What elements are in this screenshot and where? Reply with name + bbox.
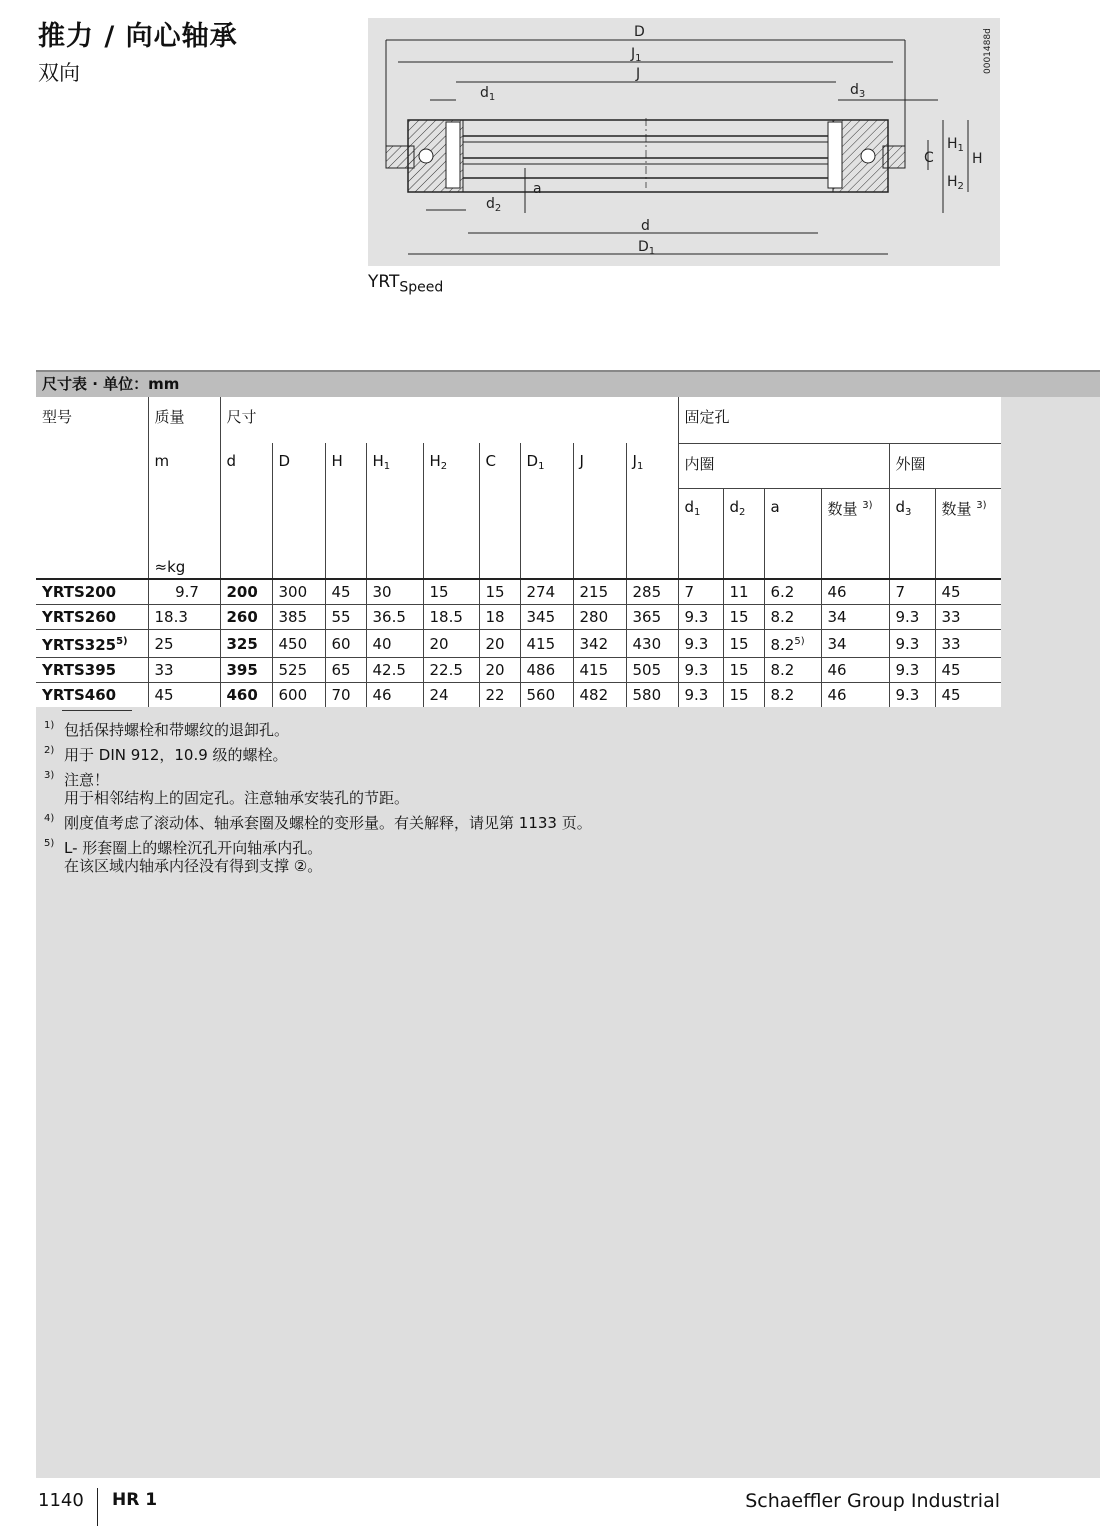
cell-H: 70 (325, 683, 366, 708)
dimension-table (36, 397, 1001, 707)
cell-d: 395 (220, 658, 272, 683)
cell-D: 525 (272, 658, 325, 683)
cell-d3: 7 (889, 579, 935, 605)
cell-d2: 11 (723, 579, 764, 605)
dim-label-J1: $J_1$ (631, 46, 642, 64)
cell-d2: 15 (723, 658, 764, 683)
header-H1: $H_1$ (366, 443, 423, 579)
cell-model: YRTS460 (36, 683, 148, 708)
cell-d2: 15 (723, 630, 764, 658)
dim-label-H2: $H_2$ (947, 174, 964, 192)
cell-H1: 36.5 (366, 605, 423, 630)
table-row (36, 658, 1001, 683)
table-row (36, 630, 1001, 658)
dim-label-D1: $D_1$ (638, 239, 656, 257)
header-d1: $d_1$ (678, 488, 723, 579)
cell-d1: 9.3 (678, 683, 723, 708)
cell-C: 22 (479, 683, 520, 708)
header-outer: 外圈 (889, 443, 1001, 488)
cell-a: 8.2 (764, 683, 821, 708)
cell-model: YRTS200 (36, 579, 148, 605)
cell-a: 6.2 (764, 579, 821, 605)
table-title (36, 370, 1100, 397)
cell-J1: 430 (626, 630, 678, 658)
page-subtitle: 双向 (38, 61, 80, 85)
cell-qty2: 45 (935, 579, 1001, 605)
cell-H1: 40 (366, 630, 423, 658)
cell-d3: 9.3 (889, 630, 935, 658)
footnote-rule (62, 710, 132, 711)
cell-m: 33 (148, 658, 220, 683)
cell-D1: 560 (520, 683, 573, 708)
cell-H: 45 (325, 579, 366, 605)
header-J: J (573, 443, 626, 579)
dim-label-a: a (533, 181, 542, 197)
cell-D1: 486 (520, 658, 573, 683)
cell-m: 18.3 (148, 605, 220, 630)
cell-qty: 46 (821, 658, 889, 683)
cell-model: YRTS260 (36, 605, 148, 630)
cell-H: 60 (325, 630, 366, 658)
cell-qty2: 45 (935, 658, 1001, 683)
cell-J: 280 (573, 605, 626, 630)
header-mass: 质量 (148, 397, 220, 443)
cell-qty2: 33 (935, 630, 1001, 658)
cell-a: 8.2 (764, 658, 821, 683)
cell-H2: 22.5 (423, 658, 479, 683)
cell-d3: 9.3 (889, 605, 935, 630)
footnote: 1) 包括保持螺栓和带螺纹的退卸孔。 (44, 720, 290, 739)
cell-D1: 274 (520, 579, 573, 605)
cell-d1: 9.3 (678, 658, 723, 683)
cell-D: 385 (272, 605, 325, 630)
header-model: 型号 (42, 408, 73, 426)
table-title-text: 尺寸表 · 单位：mm (42, 375, 180, 393)
figure-caption-main: YRT (368, 272, 400, 292)
cell-J1: 580 (626, 683, 678, 708)
cell-D1: 345 (520, 605, 573, 630)
cell-H2: 20 (423, 630, 479, 658)
header-d: d (220, 443, 272, 579)
cell-H2: 15 (423, 579, 479, 605)
figure-caption-sub: Speed (399, 279, 444, 296)
table-row (36, 683, 1001, 708)
cell-J: 342 (573, 630, 626, 658)
dimension-panel (36, 370, 1100, 1478)
cell-qty2: 45 (935, 683, 1001, 708)
header-D: D (272, 443, 325, 579)
header-fix: 固定孔 (678, 397, 1001, 443)
page-title: 推力 / 向心轴承 (38, 21, 238, 52)
cell-D1: 415 (520, 630, 573, 658)
cell-H: 55 (325, 605, 366, 630)
header-m: m (154, 452, 170, 470)
cell-J1: 365 (626, 605, 678, 630)
cell-H1: 42.5 (366, 658, 423, 683)
cell-d: 200 (220, 579, 272, 605)
header-a: a (764, 488, 821, 579)
cell-model: YRTS395 (36, 658, 148, 683)
footnote: 3) 注意！ 用于相邻结构上的固定孔。注意轴承安装孔的节距。 (44, 770, 410, 807)
cell-C: 20 (479, 630, 520, 658)
cell-a: 8.2 (764, 605, 821, 630)
cell-qty: 34 (821, 605, 889, 630)
cell-J1: 505 (626, 658, 678, 683)
cell-J1: 285 (626, 579, 678, 605)
cell-qty: 46 (821, 579, 889, 605)
dim-label-d1: $d_1$ (480, 85, 496, 103)
cell-J: 215 (573, 579, 626, 605)
cell-m: 9.7 (148, 579, 220, 605)
cell-d3: 9.3 (889, 658, 935, 683)
cell-d1: 9.3 (678, 630, 723, 658)
cell-model: YRTS325$^{5)}$ (36, 630, 148, 658)
cell-J: 482 (573, 683, 626, 708)
header-inner: 内圈 (678, 443, 889, 488)
cell-d1: 9.3 (678, 605, 723, 630)
header-d2: $d_2$ (723, 488, 764, 579)
header-D1: $D_1$ (520, 443, 573, 579)
cell-qty: 46 (821, 683, 889, 708)
header-m-cell (148, 443, 220, 579)
footnotes (44, 710, 592, 882)
cell-qty: 34 (821, 630, 889, 658)
dim-label-J: J (636, 66, 641, 82)
header-C: C (479, 443, 520, 579)
cell-a: 8.2$^{5)}$ (764, 630, 821, 658)
cell-d: 260 (220, 605, 272, 630)
header-H2: $H_2$ (423, 443, 479, 579)
bearing-cross-section-svg (368, 18, 1000, 266)
header-J1: $J_1$ (626, 443, 678, 579)
figure-caption (368, 272, 443, 295)
cell-C: 18 (479, 605, 520, 630)
cell-C: 20 (479, 658, 520, 683)
table-row (36, 579, 1001, 605)
footer-doc: HR 1 (112, 1490, 158, 1510)
footer-company: Schaeffler Group Industrial (745, 1490, 1000, 1512)
footnote: 2) 用于 DIN 912，10.9 级的螺栓。 (44, 745, 288, 764)
cell-d: 325 (220, 630, 272, 658)
dim-label-H: H (972, 151, 983, 167)
footnote: 5) L- 形套圈上的螺栓沉孔开向轴承内孔。 在该区域内轴承内径没有得到支撑 ②。 (44, 838, 323, 875)
header-kg: ≈kg (154, 558, 186, 576)
footer-separator (97, 1488, 98, 1526)
drawing-id: 0001488d (983, 28, 993, 74)
dim-label-d2: $d_2$ (486, 196, 502, 214)
cell-d1: 7 (678, 579, 723, 605)
cell-H1: 30 (366, 579, 423, 605)
dim-label-H1: $H_1$ (947, 136, 964, 154)
cell-H2: 18.5 (423, 605, 479, 630)
cell-H1: 46 (366, 683, 423, 708)
bearing-drawing (368, 18, 1000, 266)
cell-J: 415 (573, 658, 626, 683)
header-dims: 尺寸 (220, 397, 678, 443)
cell-m: 45 (148, 683, 220, 708)
cell-D: 300 (272, 579, 325, 605)
header-H: H (325, 443, 366, 579)
cell-qty2: 33 (935, 605, 1001, 630)
cell-d3: 9.3 (889, 683, 935, 708)
dim-label-d3: $d_3$ (850, 82, 866, 100)
cell-d2: 15 (723, 605, 764, 630)
cell-C: 15 (479, 579, 520, 605)
table-row (36, 605, 1001, 630)
page-number: 1140 (38, 1490, 84, 1511)
footnote: 4) 刚度值考虑了滚动体、轴承套圈及螺栓的变形量。有关解释，请见第 1133 页。 (44, 813, 592, 832)
cell-H: 65 (325, 658, 366, 683)
cell-d2: 15 (723, 683, 764, 708)
header-qty-inner: 数量 $^{3)}$ (821, 488, 889, 579)
header-d3: $d_3$ (889, 488, 935, 579)
dim-label-D: D (634, 24, 645, 40)
cell-d: 460 (220, 683, 272, 708)
dim-label-d: d (641, 218, 650, 234)
cell-D: 450 (272, 630, 325, 658)
header-qty-outer: 数量 $^{3)}$ (935, 488, 1001, 579)
dim-label-C: C (924, 150, 934, 166)
cell-m: 25 (148, 630, 220, 658)
cell-H2: 24 (423, 683, 479, 708)
cell-D: 600 (272, 683, 325, 708)
